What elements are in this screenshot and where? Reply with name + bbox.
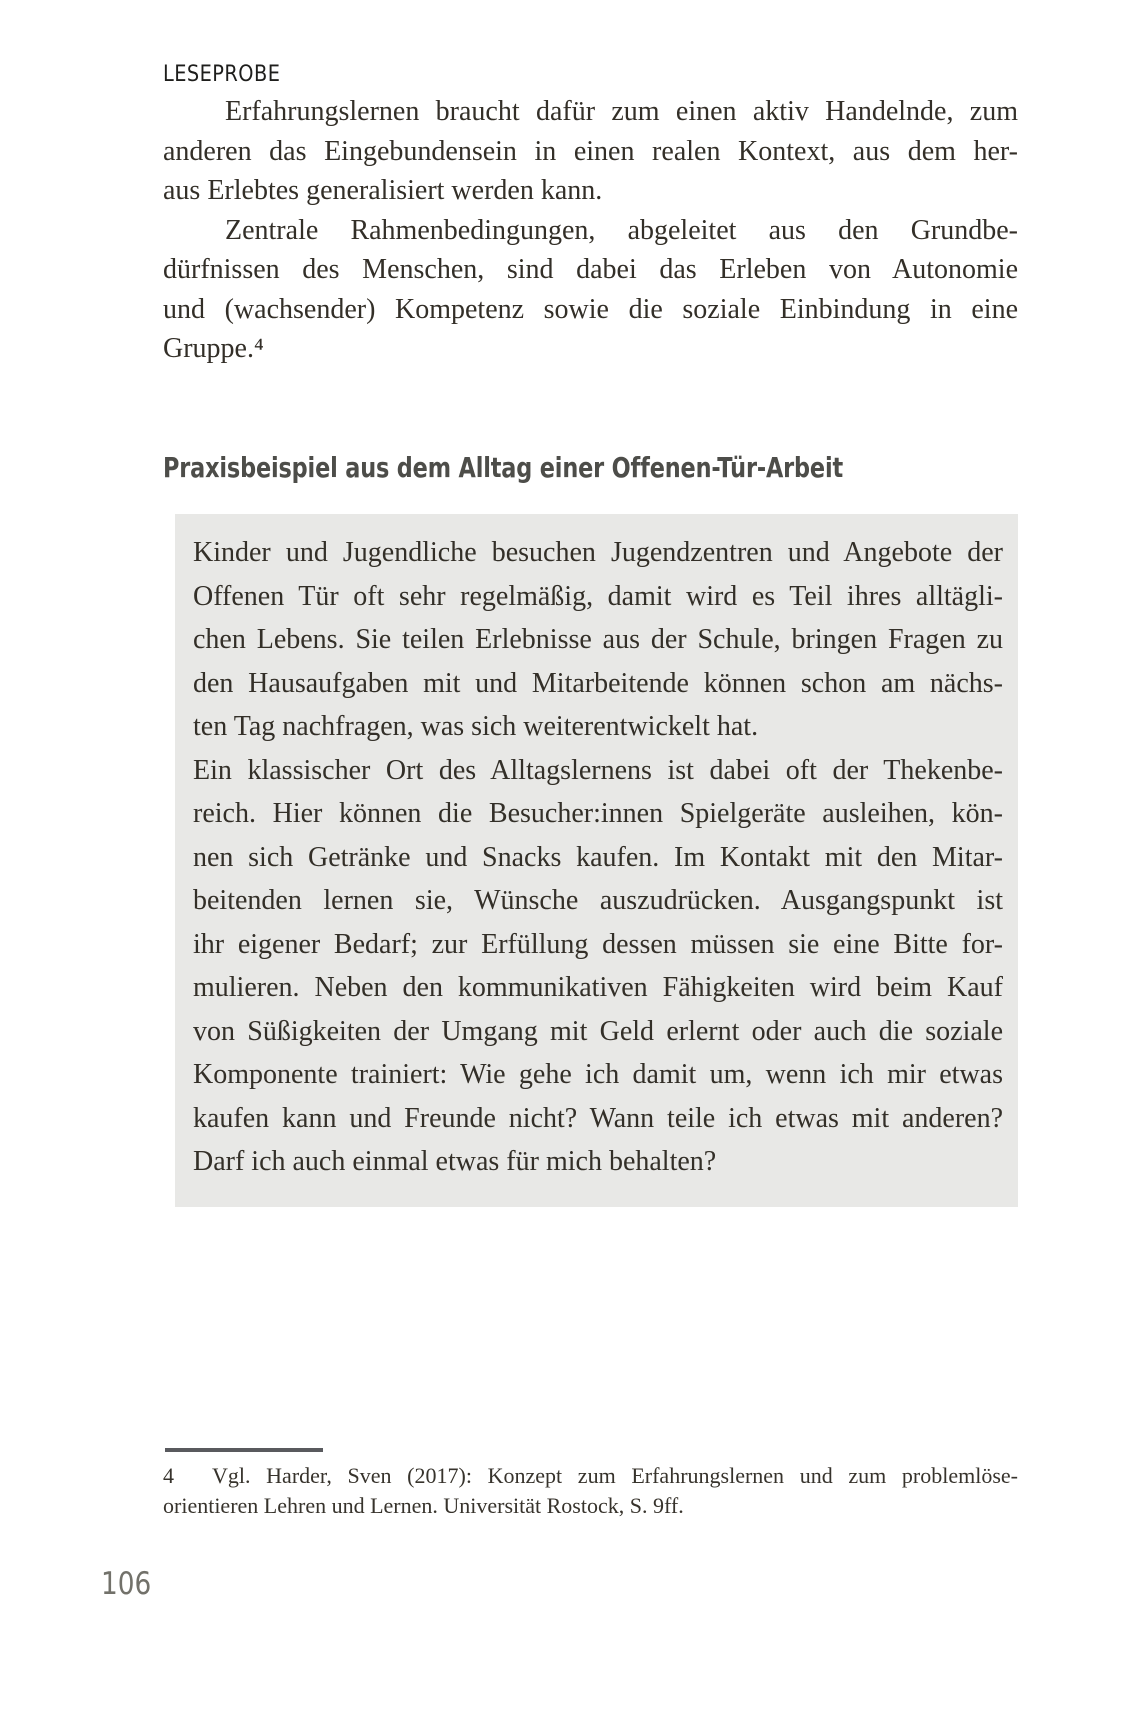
text-line: chen Lebens. Sie teilen Erlebnisse aus der Schule, bringen Fragen zu (193, 624, 1003, 655)
text-line: mulieren. Neben den kommunikativen Fähigkeiten wird beim Kauf (193, 972, 1003, 1003)
text-line: und (wachsender) Kompetenz sowie die soziale Einbindung in eine (163, 293, 1018, 325)
text-line: nen sich Getränke und Snacks kaufen. Im Kontakt mit den Mitar- (193, 841, 1003, 873)
example-box-text (193, 531, 1003, 1184)
footnote-text: Vgl. Harder, Sven (2017): Konzept zum Erfahrungslernen und zum problemlöse- (212, 1463, 1018, 1488)
footnote-line: orientieren Lehren und Lernen. Universität Rostock, S. 9ff. (163, 1493, 684, 1518)
footnote-rule (165, 1448, 323, 1452)
text-line: ten Tag nachfragen, was sich weiterentwickelt hat. (193, 711, 759, 742)
example-box (175, 514, 1018, 1207)
text-line: von Süßigkeiten der Umgang mit Geld erlernt oder auch die soziale (193, 1015, 1003, 1047)
text-line: aus Erlebtes generalisiert werden kann. (163, 175, 603, 206)
text-line: anderen das Eingebundensein in einen realen Kontext, aus dem her- (163, 135, 1018, 167)
text-line: reich. Hier können die Besucher:innen Spielgeräte ausleihen, kön- (193, 798, 1003, 829)
text-line: Ein klassischer Ort des Alltagslernens ist dabei oft der Thekenbe- (193, 754, 1003, 786)
text-line: Zentrale Rahmenbedingungen, abgeleitet aus den Grundbe- (225, 214, 1018, 246)
text-line: den Hausaufgaben mit und Mitarbeitende können schon am nächs- (193, 667, 1003, 699)
text-line: dürfnissen des Menschen, sind dabei das Erleben von Autonomie (163, 254, 1018, 285)
text-line: beitenden lernen sie, Wünsche auszudrücken. Ausgangspunkt ist (193, 885, 1003, 916)
footnote-marker: 4 (163, 1463, 174, 1488)
text-line: Erfahrungslernen braucht dafür zum einen aktiv Handelnde, zum (225, 96, 1018, 127)
footnote (163, 1461, 1018, 1521)
text-line: Kinder und Jugendliche besuchen Jugendzentren und Angebote der (193, 537, 1003, 568)
text-line: Offenen Tür oft sehr regelmäßig, damit wird es Teil ihres alltägli- (193, 580, 1003, 612)
text-line: Darf ich auch einmal etwas für mich behalten? (193, 1146, 717, 1177)
text-line: ihr eigener Bedarf; zur Erfüllung dessen müssen sie eine Bitte for- (193, 928, 1003, 960)
text-line: kaufen kann und Freunde nicht? Wann teile ich etwas mit anderen? (193, 1102, 1003, 1134)
text-line: Gruppe.⁴ (163, 333, 264, 364)
footnote-line (163, 1461, 1018, 1491)
section-heading: Praxisbeispiel aus dem Alltag einer Offenen-Tür-Arbeit (163, 451, 844, 484)
kicker-label: LESEPROBE (163, 62, 281, 87)
body-text (163, 92, 1018, 369)
text-line: Komponente trainiert: Wie gehe ich damit um, wenn ich mir etwas (193, 1059, 1003, 1090)
page-number: 106 (101, 1566, 152, 1602)
